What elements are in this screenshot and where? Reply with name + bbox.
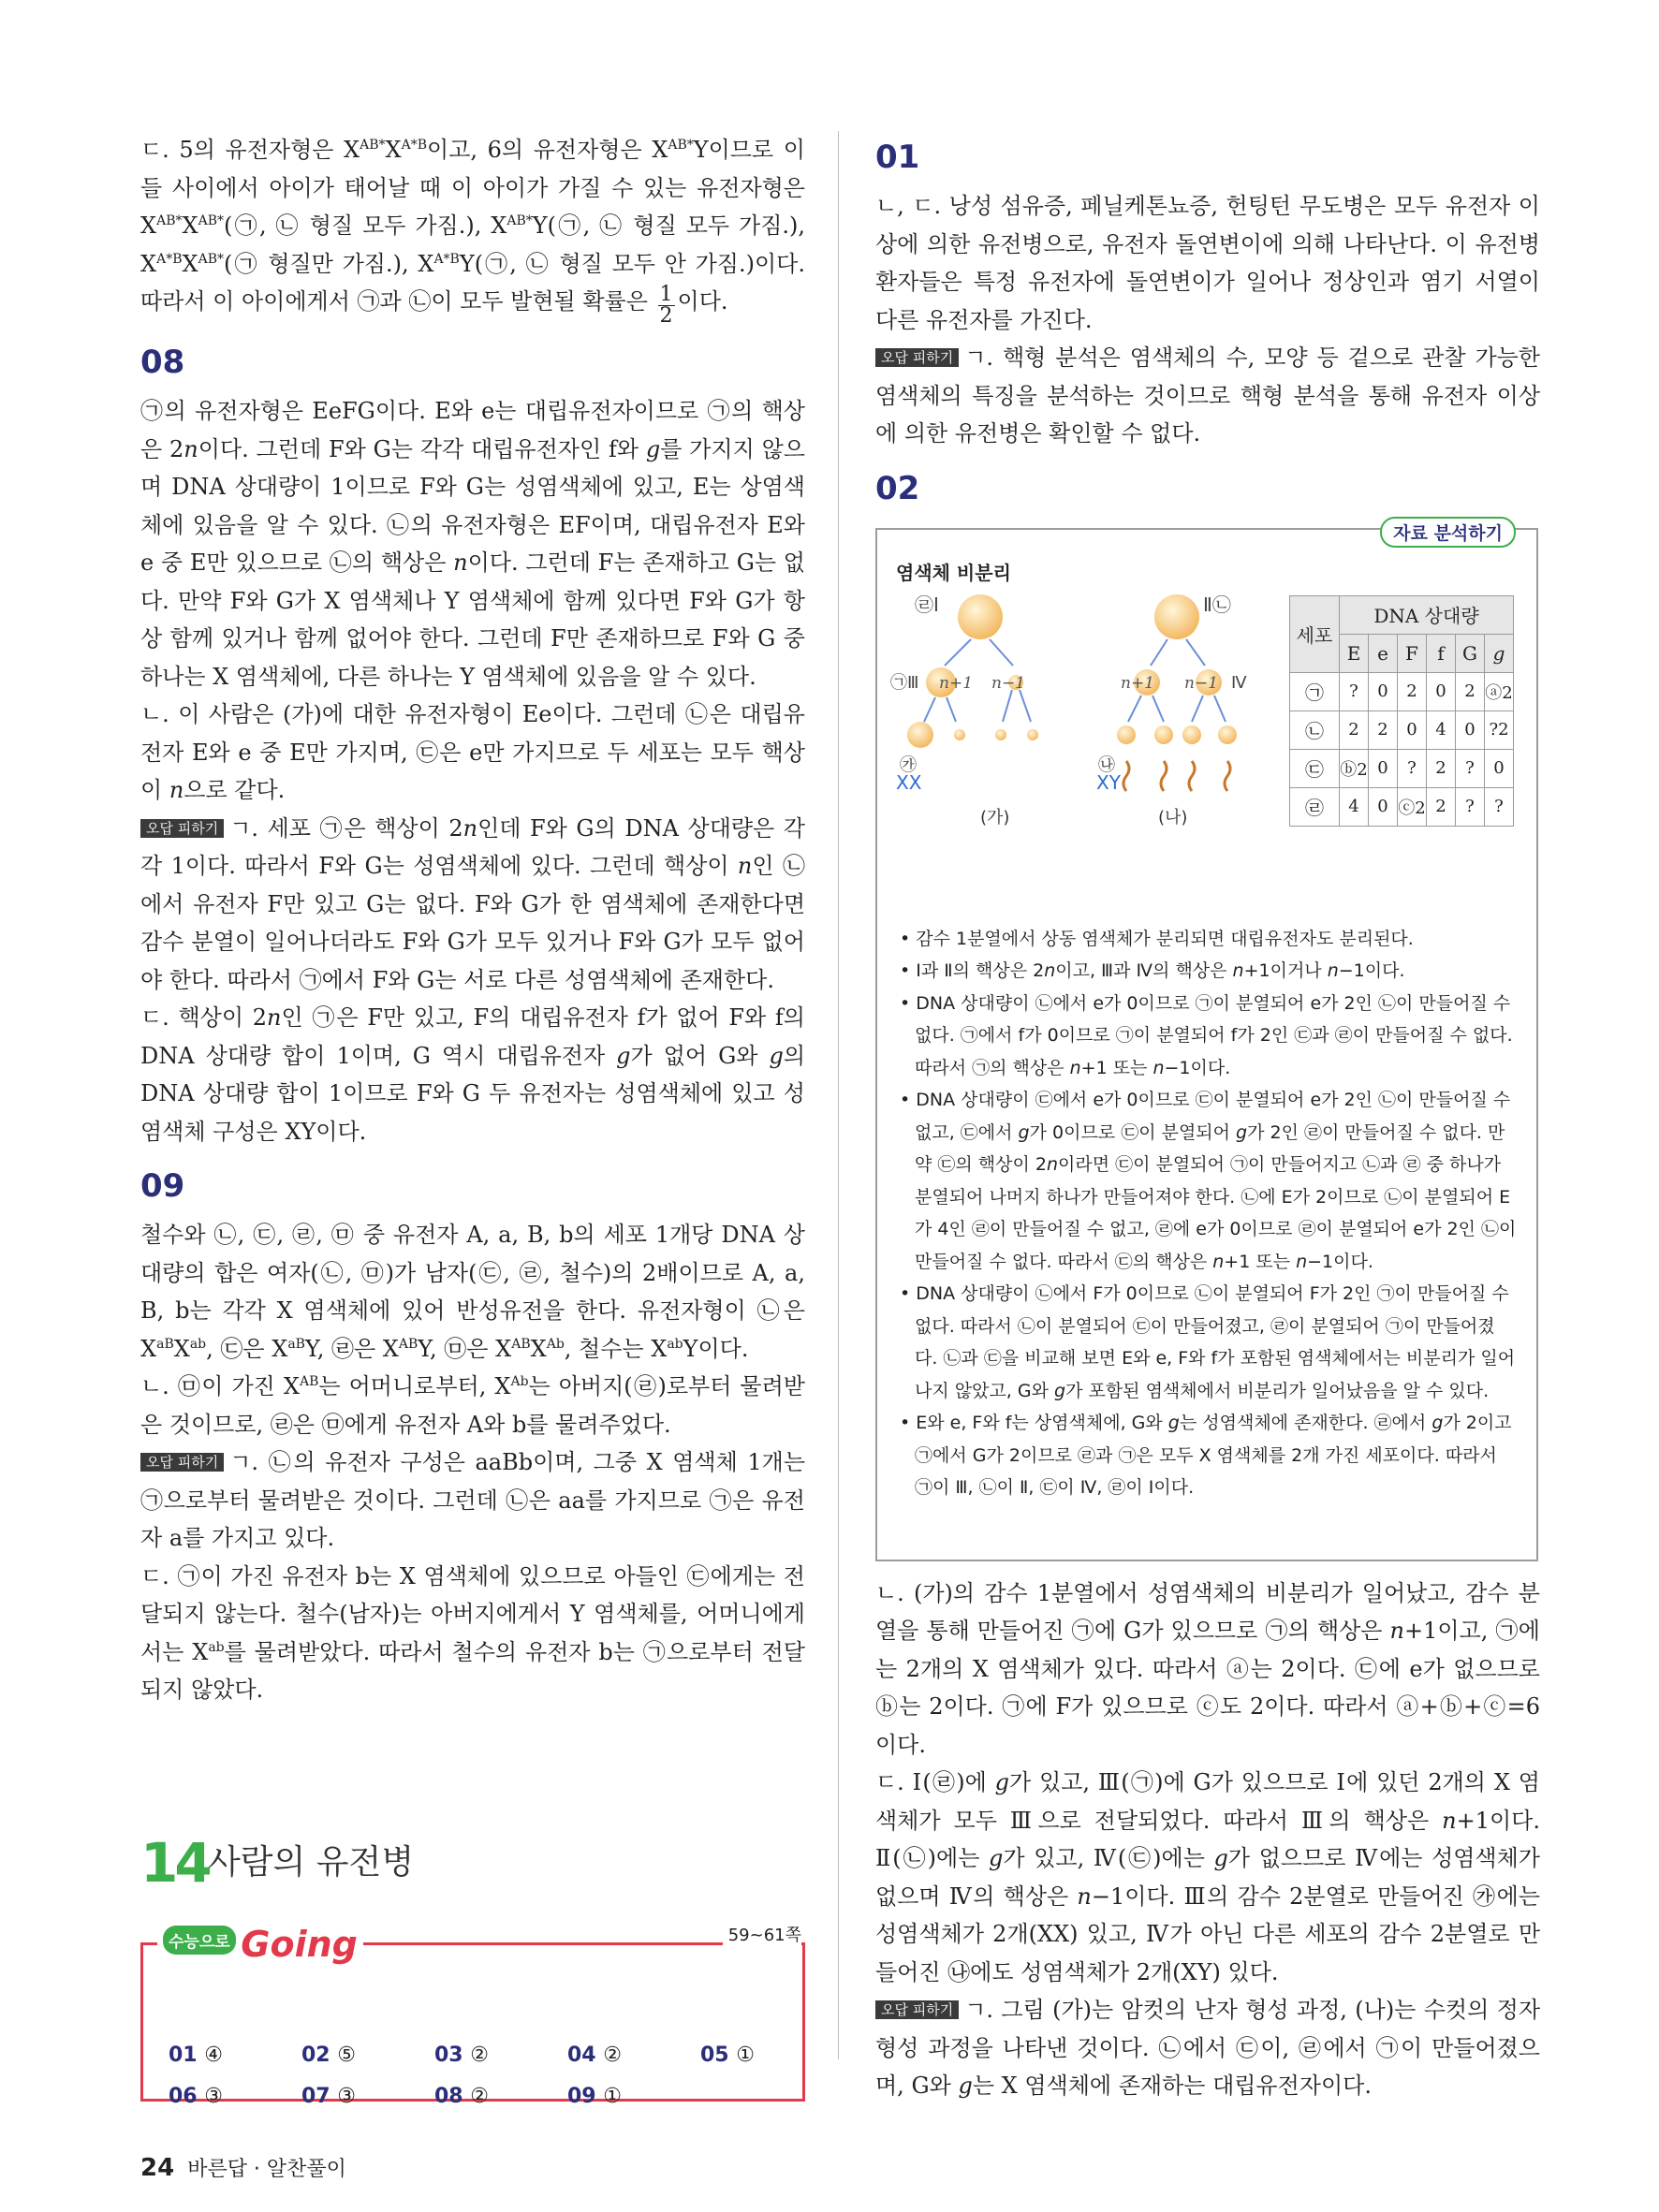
sperm-precursor bbox=[1117, 725, 1136, 744]
bullet: • 감수 1분열에서 상동 염색체가 분리되면 대립유전자도 분리된다. bbox=[900, 928, 1414, 949]
dna-value: 0 bbox=[1369, 749, 1398, 787]
col-group: DNA 상대량 bbox=[1340, 595, 1514, 634]
dna-value: 0 bbox=[1369, 672, 1398, 710]
answer-number: 07 bbox=[301, 2085, 338, 2108]
answer-number: 04 bbox=[567, 2044, 604, 2067]
answer-choice: ⑤ bbox=[337, 2044, 357, 2067]
paragraph: ㄴ. (가)의 감수 1분열에서 성염색체의 비분리가 일어났고, 감수 분열을 통해 만들어진 ㉠에 G가 있으므로 ㉠의 핵상은 n+1이고, ㉠에는 2개의 X 염색체가 있다. 따라서 ⓐ는 2이다. ㉢에 e가 없으므로 ⓑ는 2이다. ㉠에 F가 있으므로 ⓒ도 2이다. 따라서 ⓐ+ⓑ+ⓒ=6이다. bbox=[875, 1579, 1540, 1758]
answer-item bbox=[169, 2044, 223, 2067]
label-IV: Ⅳ bbox=[1231, 672, 1247, 693]
label-egg: ㉮ bbox=[900, 754, 917, 775]
label-II: Ⅱ㉡ bbox=[1203, 593, 1231, 616]
answer-key-box bbox=[140, 1924, 805, 2108]
question-number-02: 02 bbox=[875, 469, 920, 507]
dna-value: ? bbox=[1340, 672, 1369, 710]
paragraph: ㄴ, ㄷ. 낭성 섬유증, 페닐케톤뇨증, 헌팅턴 무도병은 모두 유전자 이상에 의한 유전병으로, 유전자 돌연변이에 의해 나타난다. 이 유전병 환자들은 특정 유전자에 돌연변이가 일어나 정상인과 염기 서열이 다른 유전자를 가진다. bbox=[875, 193, 1540, 333]
label-na: (나) bbox=[1158, 807, 1188, 828]
footer-title: 바른답 · 알찬풀이 bbox=[187, 2158, 346, 2181]
q09-explanation bbox=[140, 1216, 805, 1709]
q01-explanation bbox=[875, 187, 1540, 453]
dna-value: ⓒ2 bbox=[1398, 787, 1427, 826]
answer-choice: ③ bbox=[204, 2085, 224, 2108]
label-n-plus-1-b: n+1 bbox=[1121, 673, 1155, 693]
paragraph: ㄴ. 이 사람은 (가)에 대한 유전자형이 Ee이다. 그런데 ㉡은 대립유전자 E와 e 중 E만 가지며, ㉢은 e만 가지므로 두 세포는 모두 핵상이 n으로 같다. bbox=[140, 701, 805, 803]
dna-value: ? bbox=[1485, 787, 1514, 826]
bullet: • DNA 상대량이 ㉢에서 e가 0이므로 ㉢이 분열되어 e가 2인 ㉡이 만들어질 수 없고, ㉢에서 g가 0이므로 ㉢이 분열되어 g가 2인 ㉣이 만들어질 수 없다. 만약 ㉢의 핵상이 2n이라면 ㉢이 분열되어 ㉠이 만들어지고 ㉡과 ㉣ 중 하나가 분열되어 나머지 하나가 만들어져야 한다. ㉡에 E가 2이므로 ㉡이 분열되어 E가 4인 ㉣이 만들어질 수 없고, ㉣에 e가 0이므로 ㉣이 분열되어 e가 2인 ㉡이 만들어질 수 없다. 따라서 ㉢의 핵상은 n+1 또는 n−1이다. bbox=[900, 1090, 1517, 1272]
female-meiosis bbox=[890, 593, 1038, 828]
going-badge-small: 수능으로 bbox=[163, 1926, 236, 1955]
dna-row bbox=[1290, 672, 1514, 710]
answer-number: 01 bbox=[169, 2044, 205, 2067]
dna-value: ? bbox=[1456, 787, 1485, 826]
answer-item bbox=[567, 2085, 622, 2108]
bullet: • DNA 상대량이 ㉡에서 e가 0이므로 ㉠이 분열되어 e가 2인 ㉡이 만들어질 수 없다. ㉠에서 f가 0이므로 ㉠이 분열되어 f가 2인 ㉢과 ㉣이 만들어질 수 없다. 따라서 ㉠의 핵상은 n+1 또는 n−1이다. bbox=[900, 992, 1513, 1078]
answer-item bbox=[434, 2085, 489, 2108]
sperm-4 bbox=[1225, 761, 1230, 791]
dna-value: 2 bbox=[1398, 672, 1427, 710]
bullet: • E와 e, F와 f는 상염색체에, G와 g는 성염색체에 존재한다. ㉣에서 g가 2이고 ㉠에서 G가 2이므로 ㉣과 ㉠은 모두 X 염색체를 2개 가진 세포이다. 따라서 ㉠이 Ⅲ, ㉡이 Ⅱ, ㉢이 Ⅳ, ㉣이 Ⅰ이다. bbox=[900, 1413, 1512, 1498]
dna-value: 4 bbox=[1427, 710, 1456, 749]
answer-item bbox=[700, 2044, 755, 2067]
dna-value: 0 bbox=[1485, 749, 1514, 787]
dna-value: 0 bbox=[1398, 710, 1427, 749]
dna-value: 2 bbox=[1427, 787, 1456, 826]
gene-header: F bbox=[1398, 634, 1427, 672]
label-n-minus-1-a: n−1 bbox=[991, 673, 1026, 693]
q02-explanation bbox=[875, 1575, 1540, 2105]
male-meiosis bbox=[1096, 593, 1247, 828]
dna-row bbox=[1290, 749, 1514, 787]
answer-number: 05 bbox=[700, 2044, 737, 2067]
column-divider bbox=[838, 131, 839, 2059]
gene-header: e bbox=[1369, 634, 1398, 672]
paragraph: ㉠의 유전자형은 EeFG이다. E와 e는 대립유전자이므로 ㉠의 핵상은 2n이다. 그런데 F와 G는 각각 대립유전자인 f와 g를 가지지 않으며 DNA 상대량이 1이므로 F와 G는 성염색체에 있고, E는 상염색체에 있음을 알 수 있다. ㉡의 유전자형은 EF이며, 대립유전자 E와 e 중 E만 있으므로 ㉡의 핵상은 n이다. 그런데 F는 존재하고 G는 없다. 만약 F와 G가 X 염색체나 Y 염색체에 함께 있다면 F와 G가 항상 함께 있거나 함께 없어야 한다. 그런데 F만 존재하므로 F와 G 중 하나는 X 염색체에, 다른 하나는 Y 염색체에 있음을 알 수 있다. bbox=[140, 398, 805, 690]
dna-value: 0 bbox=[1369, 787, 1398, 826]
question-number-09: 09 bbox=[140, 1167, 185, 1205]
gene-header: f bbox=[1427, 634, 1456, 672]
answer-item bbox=[301, 2085, 356, 2108]
answer-choice: ① bbox=[736, 2044, 756, 2067]
col-cell: 세포 bbox=[1290, 595, 1340, 672]
data-analysis-box bbox=[875, 522, 1538, 1561]
paragraph: 오답 피하기 ㄱ. 핵형 분석은 염색체의 수, 모양 등 겉으로 관찰 가능한 염색체의 특징을 분석하는 것이므로 핵형 분석을 통해 유전자 이상에 의한 유전병은 확인할 수 없다. bbox=[875, 344, 1540, 447]
chapter-title: 사람의 유전병 bbox=[208, 1843, 415, 1882]
answer-item bbox=[169, 2085, 223, 2108]
dna-value: ?2 bbox=[1485, 710, 1514, 749]
sperm-2 bbox=[1161, 761, 1167, 791]
dna-value: ⓐ2 bbox=[1485, 672, 1514, 710]
dna-value: 0 bbox=[1456, 710, 1485, 749]
analysis-bullets bbox=[900, 923, 1518, 1504]
paragraph: 오답 피하기 ㄱ. 그림 (가)는 암컷의 난자 형성 과정, (나)는 수컷의 정자 형성 과정을 나타낸 것이다. ㉡에서 ㉢이, ㉣에서 ㉠이 만들어졌으며, G와 g는 X 염색체에 존재하는 대립유전자이다. bbox=[875, 1997, 1540, 2099]
answer-number: 02 bbox=[301, 2044, 338, 2067]
answer-choice: ② bbox=[470, 2044, 490, 2067]
gene-header: E bbox=[1340, 634, 1369, 672]
bullet: • Ⅰ과 Ⅱ의 핵상은 2n이고, Ⅲ과 Ⅳ의 핵상은 n+1이거나 n−1이다. bbox=[900, 960, 1405, 981]
answer-number: 09 bbox=[567, 2085, 604, 2108]
q08-explanation bbox=[140, 392, 805, 1150]
answer-item bbox=[434, 2044, 489, 2067]
paragraph: ㄷ. 핵상이 2n인 ㉠은 F만 있고, F의 대립유전자 f가 없어 F와 f의 DNA 상대량 합이 1이며, G 역시 대립유전자 g가 없어 G와 g의 DNA 상대량 합이 1이므로 F와 G 두 유전자는 성염색체에 있고 성염색체 구성은 XY이다. bbox=[140, 1004, 805, 1145]
right-column bbox=[875, 131, 1540, 2105]
egg-cell bbox=[907, 722, 933, 748]
label-n-minus-1-b: n−1 bbox=[1184, 673, 1219, 693]
paragraph: 철수와 ㉡, ㉢, ㉣, ㉤ 중 유전자 A, a, B, b의 세포 1개당 DNA 상대량의 합은 여자(㉡, ㉤)가 남자(㉢, ㉣, 철수)의 2배이므로 A, a, B, b는 각각 X 염색체에 있어 반성유전을 한다. 유전자형이 ㉡은 $X^{aB}X^{ab}$, ㉢은 $X^{aB}Y$, ㉣은 $X^{AB}Y$, ㉤은 $X^{AB}X^{Ab}$, 철수는 $X^{ab}Y$이다. bbox=[140, 1222, 805, 1362]
going-badge-large: Going bbox=[241, 1924, 358, 1965]
answer-choice: ② bbox=[470, 2085, 490, 2108]
sperm-1 bbox=[1123, 761, 1129, 791]
label-III: ㉠Ⅲ bbox=[890, 672, 919, 693]
cell-label: ㉡ bbox=[1290, 710, 1340, 749]
paragraph: 오답 피하기 ㄱ. 세포 ㉠은 핵상이 2n인데 F와 G의 DNA 상대량은 각각 1이다. 따라서 F와 G는 성염색체에 있다. 그런데 핵상이 n인 ㉡에서 유전자 F만 있고 G는 없다. F와 G가 한 염색체에 존재한다면 감수 분열이 일어나더라도 F와 G가 모두 있거나 F와 G가 모두 없어야 한다. 따라서 ㉠에서 F와 G는 서로 다른 성염색체에 존재한다. bbox=[140, 814, 805, 993]
left-column bbox=[140, 131, 805, 1709]
analysis-badge: 자료 분석하기 bbox=[1380, 517, 1516, 548]
dna-value: 2 bbox=[1427, 749, 1456, 787]
dna-row bbox=[1290, 710, 1514, 749]
answer-number: 03 bbox=[434, 2044, 471, 2067]
label-ga: (가) bbox=[980, 807, 1010, 828]
label-I: ㉣Ⅰ bbox=[915, 593, 939, 616]
answer-choice: ② bbox=[603, 2044, 623, 2067]
going-pages: 59~61쪽 bbox=[723, 1922, 801, 1946]
page-footer bbox=[140, 2153, 346, 2182]
cell-II bbox=[1154, 594, 1199, 639]
dna-value: ? bbox=[1398, 749, 1427, 787]
answer-choice: ① bbox=[603, 2085, 623, 2108]
cell-label: ㉠ bbox=[1290, 672, 1340, 710]
answer-item bbox=[567, 2044, 622, 2067]
paragraph: ㄴ. ㉤이 가진 $X^{AB}$는 어머니로부터, $X^{Ab}$는 아버지(㉣)로부터 물려받은 것이므로, ㉣은 ㉤에게 유전자 A와 b를 물려주었다. bbox=[140, 1373, 805, 1438]
label-egg-sex: XX bbox=[896, 770, 922, 794]
answer-choice: ④ bbox=[204, 2044, 224, 2067]
question-number-08: 08 bbox=[140, 344, 185, 381]
dna-value: 2 bbox=[1456, 672, 1485, 710]
going-badge bbox=[157, 1924, 363, 1965]
cell-label: ㉣ bbox=[1290, 787, 1340, 826]
answer-key-frame bbox=[140, 1942, 805, 2102]
analysis-title: 염색체 비분리 bbox=[896, 561, 1011, 584]
paragraph: ㄷ. 5의 유전자형은 $X^{AB*}X^{A*B}$이고, 6의 유전자형은 $X^{AB*}Y$이므로 이 들 사이에서 아이가 태어날 때 이 아이가 가질 수 있는 유전자형은 $X^{AB*}X^{AB*}(㉠$, ㉡ 형질 모두 가짐.), $X^{AB*}Y(㉠$, ㉡ 형질 모두 가짐.), $X^{A*B}X^{AB*}(㉠$ 형질만 가짐.), $X^{A*B}Y(㉠$, ㉡ 형질 모두 안 가짐.)이다. 따라서 이 아이에게서 ㉠과 ㉡이 모두 발현될 확률은 $\frac{1}{2}$ 이다. bbox=[140, 137, 806, 328]
question-number-01: 01 bbox=[875, 139, 920, 176]
dna-value: 0 bbox=[1427, 672, 1456, 710]
dna-body bbox=[1290, 672, 1514, 826]
label-sperm-sex: XY bbox=[1096, 770, 1121, 794]
chapter-number: 14 bbox=[140, 1831, 209, 1895]
dna-value: 4 bbox=[1340, 787, 1369, 826]
paragraph: ㄷ. Ⅰ(㉣)에 g가 있고, Ⅲ(㉠)에 G가 있으므로 Ⅰ에 있던 2개의 X 염색체가 모두 Ⅲ으로 전달되었다. 따라서 Ⅲ의 핵상은 n+1이다. Ⅱ(㉡)에는 g가 있고, Ⅳ(㉢)에는 g가 없으므로 Ⅳ에는 성염색체가 없으며 Ⅳ의 핵상은 n−1이다. Ⅲ의 감수 2분열로 만들어진 ㉮에는 성염색체가 2개(XX) 있고, Ⅳ가 아닌 다른 세포의 감수 2분열로 만들어진 ㉯에도 성염색체가 2개(XY) 있다. bbox=[875, 1769, 1540, 1985]
q07-explanation bbox=[140, 131, 805, 327]
label-sperm: ㉯ bbox=[1098, 754, 1115, 775]
dna-value: 2 bbox=[1340, 710, 1369, 749]
gene-header: g bbox=[1485, 634, 1514, 672]
label-n-plus-1-a: n+1 bbox=[939, 673, 974, 693]
paragraph: ㄷ. ㉠이 가진 유전자 b는 X 염색체에 있으므로 아들인 ㉢에게는 전달되지 않는다. 철수(남자)는 아버지에게서 Y 염색체를, 어머니에게서는 $X^{ab}$를 물려받았다. 따라서 철수의 유전자 b는 ㉠으로부터 전달되지 않았다. bbox=[140, 1562, 805, 1703]
bullet: • DNA 상대량이 ㉡에서 F가 0이므로 ㉡이 분열되어 F가 2인 ㉠이 만들어질 수 없다. 따라서 ㉡이 분열되어 ㉢이 만들어졌고, ㉣이 분열되어 ㉠이 만들어졌다. ㉡과 ㉢을 비교해 보면 E와 e, F와 f가 포함된 염색체에서는 비분리가 일어나지 않았고, G와 g가 포함된 염색체에서 비분리가 일어났음을 알 수 있다. bbox=[900, 1283, 1516, 1401]
answer-number: 06 bbox=[169, 2085, 205, 2108]
sperm-3 bbox=[1189, 761, 1195, 791]
dna-table bbox=[1289, 595, 1514, 827]
dna-row bbox=[1290, 787, 1514, 826]
answer-item bbox=[301, 2044, 356, 2067]
dna-value: ⓑ2 bbox=[1340, 749, 1369, 787]
page-number: 24 bbox=[140, 2154, 175, 2182]
nondisjunction-diagram bbox=[887, 591, 1289, 834]
dna-value: 2 bbox=[1369, 710, 1398, 749]
answer-number: 08 bbox=[434, 2085, 471, 2108]
dna-value: ? bbox=[1456, 749, 1485, 787]
paragraph: 오답 피하기 ㄱ. ㉡의 유전자 구성은 aaBb이며, 그중 X 염색체 1개는 ㉠으로부터 물려받은 것이다. 그런데 ㉡은 aa를 가지므로 ㉠은 유전자 a를 가지고 있다. bbox=[140, 1449, 805, 1551]
cell-label: ㉢ bbox=[1290, 749, 1340, 787]
answer-choice: ③ bbox=[337, 2085, 357, 2108]
gene-header: G bbox=[1456, 634, 1485, 672]
cell-I bbox=[958, 594, 1003, 639]
